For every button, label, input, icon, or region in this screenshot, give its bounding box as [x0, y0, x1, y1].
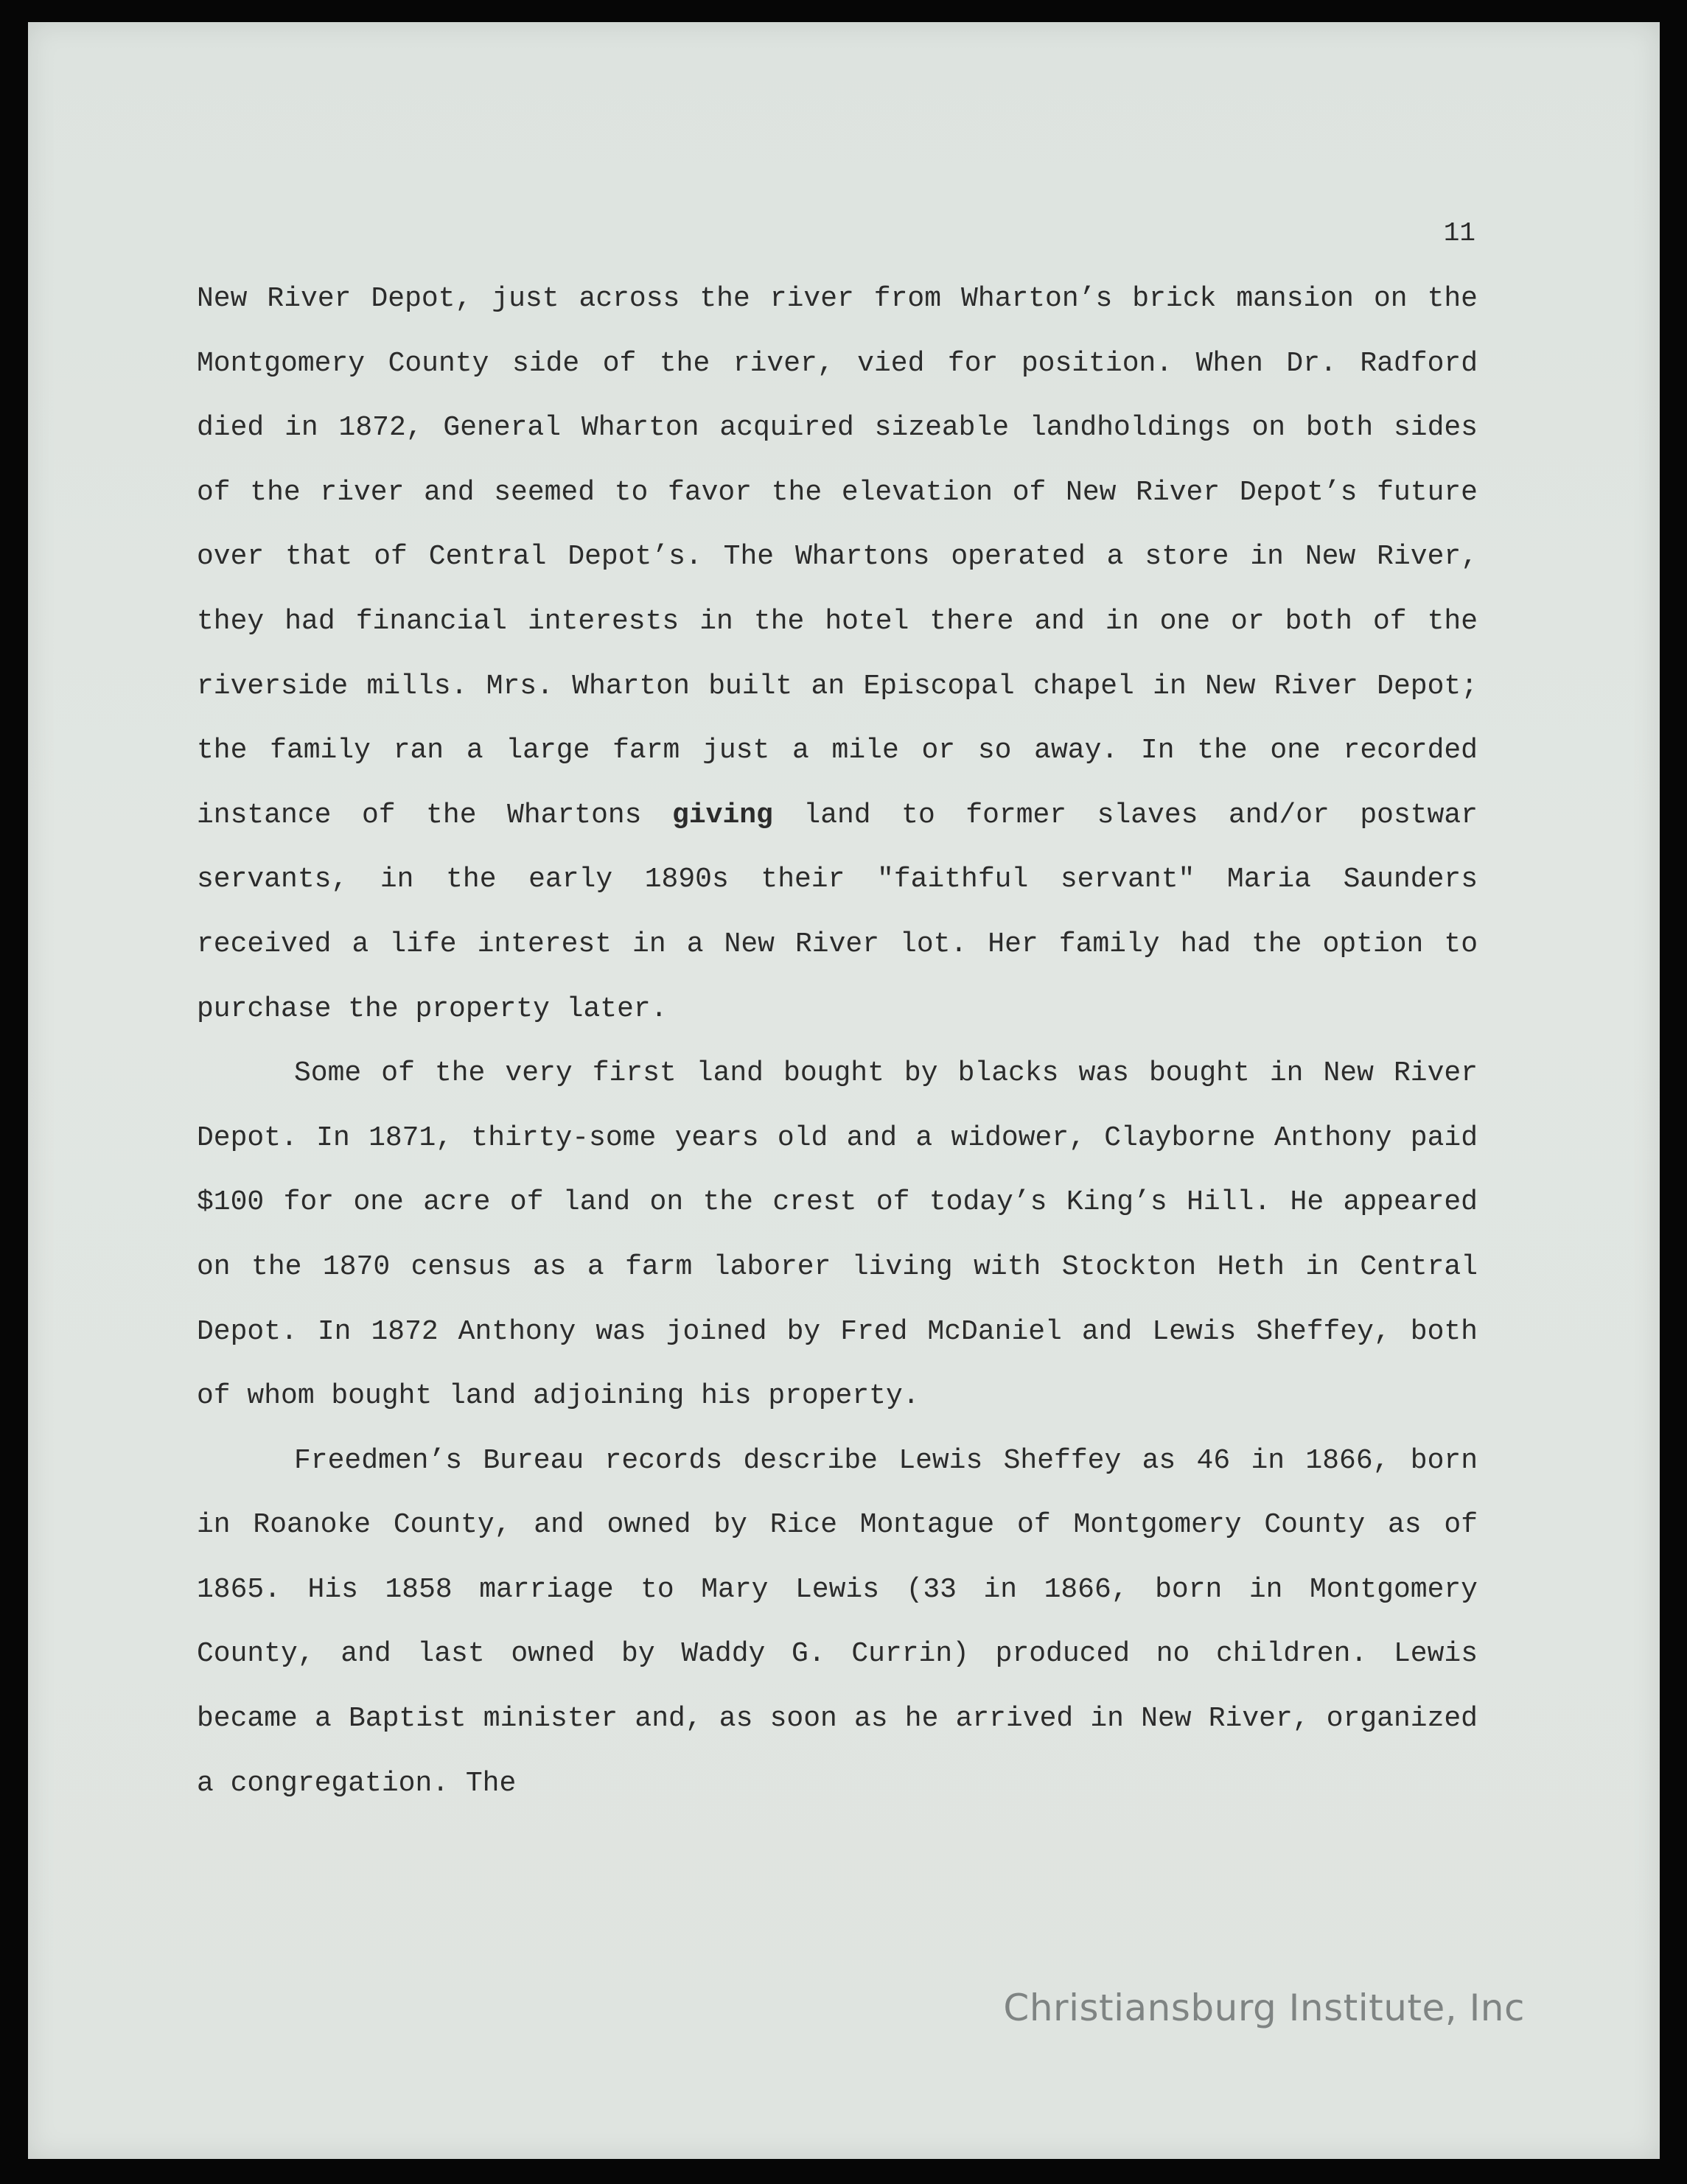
paragraph-1-text-after: land to former slaves and/or postwar servants, in the early 1890s their "faithful servant" Maria Saunders received a life interest in a New River lot. Her family had the option to purchase the property later. — [197, 799, 1478, 1025]
watermark: Christiansburg Institute, Inc — [1003, 1987, 1525, 2029]
paragraph-1-text-before: New River Depot, just across the river from Wharton’s brick mansion on the Montgomery County side of the river, vied for position. When Dr. Radford died in 1872, General Wharton acquired sizeable landholdings on both sides of the river and seemed to favor the elevation of New River Depot’s future over that of Central Depot’s. The Whartons operated a store in New River, they had financial interests in the hotel there and in one or both of the riverside mills. Mrs. Wharton built an Episcopal chapel in New River Depot; the family ran a large farm just a mile or so away. In the one recorded instance of the Whartons — [197, 283, 1478, 831]
paragraph-1 — [197, 267, 1478, 1041]
paragraph-2: Some of the very first land bought by blacks was bought in New River Depot. In 1871, thirty-some years old and a widower, Clayborne Anthony paid $100 for one acre of land on the crest of today’s King’s Hill. He appeared on the 1870 census as a farm laborer living with Stockton Heth in Central Depot. In 1872 Anthony was joined by Fred McDaniel and Lewis Sheffey, both of whom bought land adjoining his property. — [197, 1057, 1478, 1413]
page-number: 11 — [1443, 218, 1475, 248]
body-text — [197, 267, 1478, 1816]
paragraph-3: Freedmen’s Bureau records describe Lewis Sheffey as 46 in 1866, born in Roanoke County, and owned by Rice Montague of Montgomery County as of 1865. His 1858 marriage to Mary Lewis (33 in 1866, born in Montgomery County, and last owned by Waddy G. Currin) produced no children. Lewis became a Baptist minister and, as soon as he arrived in New River, organized a congregation. The — [197, 1444, 1478, 1799]
emphasized-word: giving — [672, 799, 773, 831]
